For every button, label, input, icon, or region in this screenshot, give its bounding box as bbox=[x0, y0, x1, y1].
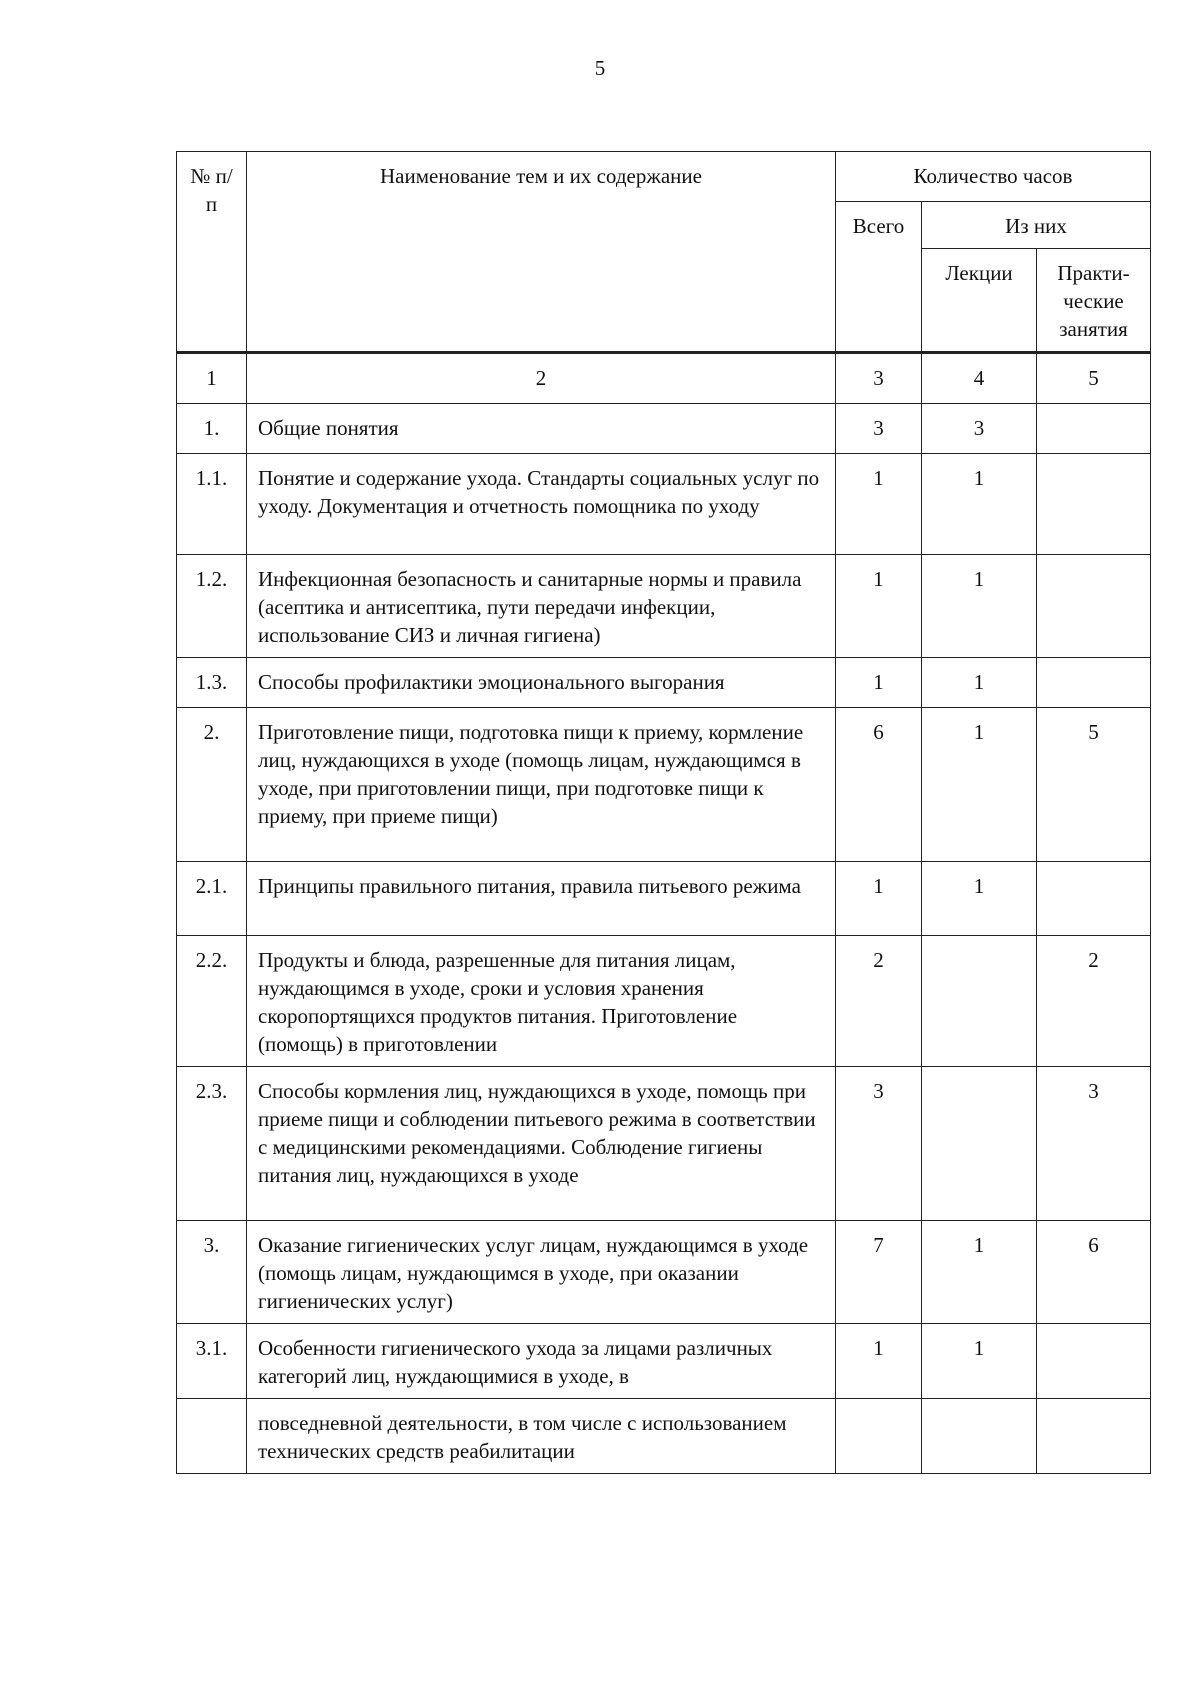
row-title-cell: Общие понятия bbox=[247, 404, 836, 454]
row-title-cell: Инфекционная безопасность и санитарные нормы и правила (асептика и антисептика, пути передачи инфекции, использование СИЗ и личная гигиена) bbox=[247, 555, 836, 658]
row-title-cell: Понятие и содержание ухода. Стандарты социальных услуг по уходу. Документация и отчетность помощника по уходу bbox=[247, 454, 836, 555]
row-practice-cell bbox=[1037, 555, 1151, 658]
header-title: Наименование тем и их содержание bbox=[247, 152, 836, 353]
row-num-cell: 1. bbox=[177, 404, 247, 454]
row-lectures-cell: 1 bbox=[922, 1221, 1037, 1324]
header-practice-label: Практи-ческие занятия bbox=[1057, 261, 1130, 341]
header-practice bbox=[1037, 249, 1151, 353]
row-total-cell: 1 bbox=[836, 454, 922, 555]
row-practice-cell bbox=[1037, 1324, 1151, 1399]
row-lectures-cell: 1 bbox=[922, 658, 1037, 708]
header-of-which: Из них bbox=[922, 202, 1151, 249]
row-total-cell: 1 bbox=[836, 862, 922, 936]
table-row bbox=[177, 404, 1151, 454]
row-total-cell: 3 bbox=[836, 404, 922, 454]
table-row bbox=[177, 1324, 1151, 1399]
row-num-cell bbox=[177, 1399, 247, 1474]
row-practice-cell bbox=[1037, 658, 1151, 708]
row-total-cell: 7 bbox=[836, 1221, 922, 1324]
row-total-cell bbox=[836, 1399, 922, 1474]
row-title-cell: повседневной деятельности, в том числе с использованием технических средств реабилитации bbox=[247, 1399, 836, 1474]
table-row bbox=[177, 454, 1151, 555]
index-cell: 2 bbox=[247, 353, 836, 404]
row-num-cell: 3.1. bbox=[177, 1324, 247, 1399]
header-lectures: Лекции bbox=[922, 249, 1037, 353]
row-practice-cell: 5 bbox=[1037, 708, 1151, 862]
index-cell: 1 bbox=[177, 353, 247, 404]
row-practice-cell: 3 bbox=[1037, 1067, 1151, 1221]
row-lectures-cell bbox=[922, 1399, 1037, 1474]
row-lectures-cell: 1 bbox=[922, 708, 1037, 862]
row-num-cell: 2.1. bbox=[177, 862, 247, 936]
page-number: 5 bbox=[594, 56, 606, 80]
row-lectures-cell bbox=[922, 936, 1037, 1067]
row-total-cell: 6 bbox=[836, 708, 922, 862]
index-cell: 3 bbox=[836, 353, 922, 404]
table-header bbox=[177, 152, 1151, 353]
row-total-cell: 2 bbox=[836, 936, 922, 1067]
row-lectures-cell: 1 bbox=[922, 555, 1037, 658]
index-cell: 4 bbox=[922, 353, 1037, 404]
row-num-cell: 1.3. bbox=[177, 658, 247, 708]
row-lectures-cell: 1 bbox=[922, 862, 1037, 936]
table-row bbox=[177, 658, 1151, 708]
row-practice-cell: 2 bbox=[1037, 936, 1151, 1067]
row-lectures-cell: 1 bbox=[922, 1324, 1037, 1399]
row-num-cell: 2.3. bbox=[177, 1067, 247, 1221]
row-total-cell: 3 bbox=[836, 1067, 922, 1221]
row-practice-cell: 6 bbox=[1037, 1221, 1151, 1324]
row-title-cell: Способы кормления лиц, нуждающихся в уходе, помощь при приеме пищи и соблюдении питьевого режима в соответствии с медицинскими рекомендациями. Соблюдение гигиены питания лиц, нуждающихся в уходе bbox=[247, 1067, 836, 1221]
table-row bbox=[177, 1399, 1151, 1474]
row-total-cell: 1 bbox=[836, 1324, 922, 1399]
table-row bbox=[177, 936, 1151, 1067]
table-row bbox=[177, 708, 1151, 862]
row-title-cell: Продукты и блюда, разрешенные для питания лицам, нуждающимся в уходе, сроки и условия хранения скоропортящихся продуктов питания. Приготовление (помощь) в приготовлении bbox=[247, 936, 836, 1067]
table-row bbox=[177, 555, 1151, 658]
row-lectures-cell: 1 bbox=[922, 454, 1037, 555]
table-row bbox=[177, 1221, 1151, 1324]
header-total: Всего bbox=[836, 202, 922, 353]
row-num-cell: 1.1. bbox=[177, 454, 247, 555]
row-lectures-cell bbox=[922, 1067, 1037, 1221]
row-practice-cell bbox=[1037, 1399, 1151, 1474]
row-practice-cell bbox=[1037, 862, 1151, 936]
row-title-cell: Принципы правильного питания, правила питьевого режима bbox=[247, 862, 836, 936]
table-row bbox=[177, 862, 1151, 936]
row-num-cell: 2. bbox=[177, 708, 247, 862]
row-num-cell: 3. bbox=[177, 1221, 247, 1324]
row-title-cell: Особенности гигиенического ухода за лицами различных категорий лиц, нуждающимися в уходе, в bbox=[247, 1324, 836, 1399]
table-body bbox=[177, 353, 1151, 1474]
header-num: № п/п bbox=[177, 152, 247, 353]
row-title-cell: Способы профилактики эмоционального выгорания bbox=[247, 658, 836, 708]
header-hours: Количество часов bbox=[836, 152, 1151, 202]
row-num-cell: 2.2. bbox=[177, 936, 247, 1067]
row-num-cell: 1.2. bbox=[177, 555, 247, 658]
row-total-cell: 1 bbox=[836, 555, 922, 658]
row-title-cell: Приготовление пищи, подготовка пищи к приему, кормление лиц, нуждающихся в уходе (помощь лицам, нуждающимся в уходе, при приготовлении пищи, при подготовке пищи к приему, при приеме пищи) bbox=[247, 708, 836, 862]
row-practice-cell bbox=[1037, 404, 1151, 454]
row-title-cell: Оказание гигиенических услуг лицам, нуждающимся в уходе (помощь лицам, нуждающимся в уходе, при оказании гигиенических услуг) bbox=[247, 1221, 836, 1324]
index-row bbox=[177, 353, 1151, 404]
table-row bbox=[177, 1067, 1151, 1221]
row-lectures-cell: 3 bbox=[922, 404, 1037, 454]
row-total-cell: 1 bbox=[836, 658, 922, 708]
curriculum-table bbox=[176, 151, 1151, 1474]
index-cell: 5 bbox=[1037, 353, 1151, 404]
row-practice-cell bbox=[1037, 454, 1151, 555]
